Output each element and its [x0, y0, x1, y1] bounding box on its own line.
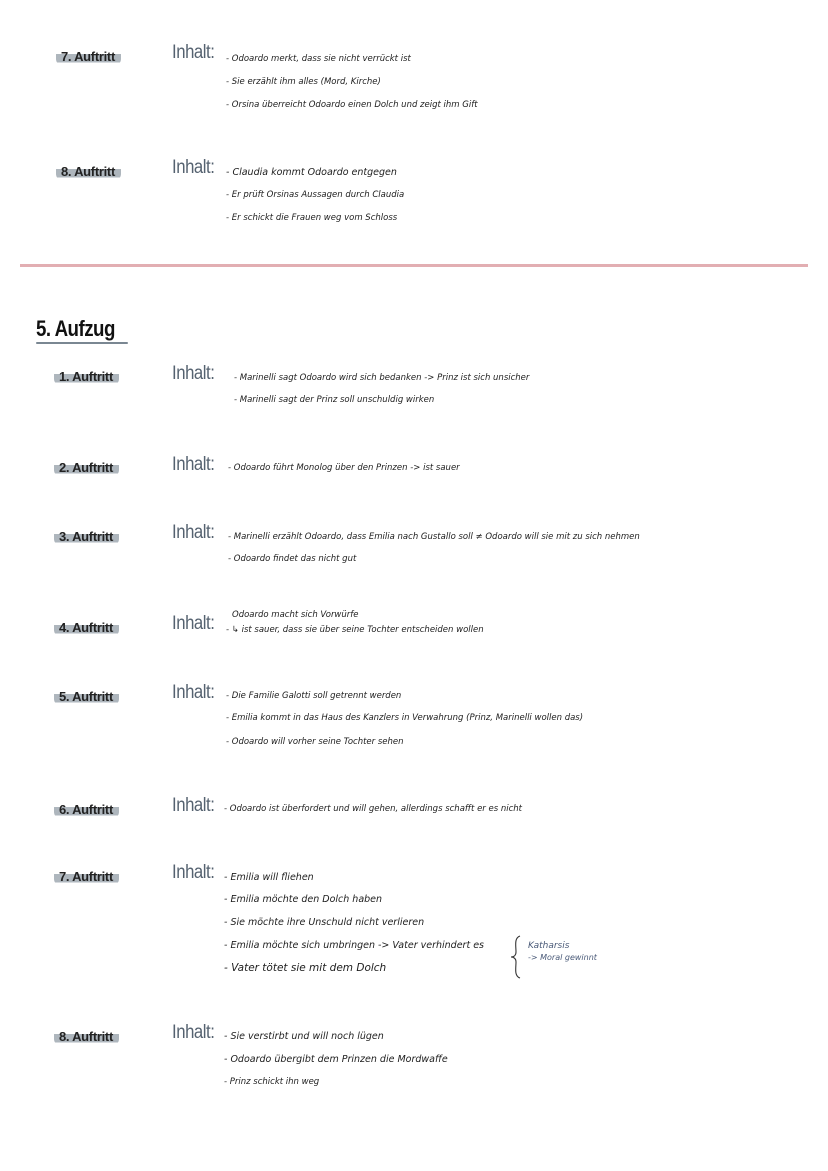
section-heading: 5. Aufzug	[36, 316, 115, 341]
auftritt-label: 1. Auftritt	[54, 369, 119, 385]
note-line: - Er prüft Orsinas Aussagen durch Claudia	[226, 190, 405, 200]
note-line: - Marinelli sagt Odoardo wird sich bedanken -> Prinz ist sich unsicher	[234, 373, 530, 383]
auftritt-label: 4. Auftritt	[54, 620, 119, 636]
curly-bracket-icon	[510, 934, 524, 980]
note-line: - Odoardo übergibt dem Prinzen die Mordwaffe	[224, 1054, 448, 1065]
auftritt-label: 7. Auftritt	[56, 49, 121, 65]
note-line: - Er schickt die Frauen weg vom Schloss	[226, 213, 398, 223]
note-line: - Odoardo will vorher seine Tochter sehen	[226, 737, 404, 747]
note-line: - Vater tötet sie mit dem Dolch	[224, 962, 387, 974]
inhalt-label: Inhalt:	[172, 157, 215, 178]
inhalt-label: Inhalt:	[172, 795, 215, 816]
note-line: - Emilia will fliehen	[224, 872, 314, 883]
note-line: - Die Familie Galotti soll getrennt werden	[226, 691, 402, 701]
inhalt-label: Inhalt:	[172, 682, 215, 703]
inhalt-label: Inhalt:	[172, 862, 215, 883]
note-line: - Marinelli sagt der Prinz soll unschuldig wirken	[234, 395, 435, 405]
note-line: - Orsina überreicht Odoardo einen Dolch und zeigt ihm Gift	[226, 100, 478, 110]
inhalt-label: Inhalt:	[172, 522, 215, 543]
inhalt-label: Inhalt:	[172, 363, 215, 384]
inhalt-label: Inhalt:	[172, 613, 215, 634]
auftritt-label: 8. Auftritt	[54, 1029, 119, 1045]
auftritt-label: 2. Auftritt	[54, 460, 119, 476]
inhalt-label: Inhalt:	[172, 454, 215, 475]
heading-underline	[36, 342, 128, 344]
note-line: - Sie möchte ihre Unschuld nicht verlieren	[224, 917, 425, 928]
note-line: - Odoardo findet das nicht gut	[228, 554, 357, 564]
margin-note: -> Moral gewinnt	[528, 953, 597, 962]
section-divider	[20, 264, 808, 267]
note-line: - Odoardo merkt, dass sie nicht verrückt ist	[226, 54, 411, 64]
auftritt-label: 8. Auftritt	[56, 164, 121, 180]
note-line: Odoardo macht sich Vorwürfe	[232, 610, 359, 620]
margin-note: Katharsis	[528, 941, 570, 951]
inhalt-label: Inhalt:	[172, 42, 215, 63]
note-line: - Odoardo führt Monolog über den Prinzen -> ist sauer	[228, 463, 460, 473]
note-line: - Claudia kommt Odoardo entgegen	[226, 167, 397, 178]
note-line: - Emilia kommt in das Haus des Kanzlers in Verwahrung (Prinz, Marinelli wollen das)	[226, 713, 584, 723]
note-line: - Prinz schickt ihn weg	[224, 1077, 320, 1087]
note-line: - ↳ ist sauer, dass sie über seine Tochter entscheiden wollen	[226, 625, 484, 635]
note-line: - Emilia möchte den Dolch haben	[224, 894, 383, 905]
auftritt-label: 6. Auftritt	[54, 802, 119, 818]
auftritt-label: 5. Auftritt	[54, 689, 119, 705]
note-line: - Sie verstirbt und will noch lügen	[224, 1031, 384, 1042]
note-line: - Sie erzählt ihm alles (Mord, Kirche)	[226, 77, 381, 87]
auftritt-label: 3. Auftritt	[54, 529, 119, 545]
note-line: - Marinelli erzählt Odoardo, dass Emilia nach Gustallo soll ≠ Odoardo will sie mit zu sich nehmen	[228, 532, 640, 542]
note-line: - Emilia möchte sich umbringen -> Vater verhindert es	[224, 940, 484, 951]
note-line: - Odoardo ist überfordert und will gehen, allerdings schafft er es nicht	[224, 804, 522, 814]
inhalt-label: Inhalt:	[172, 1022, 215, 1043]
auftritt-label: 7. Auftritt	[54, 869, 119, 885]
